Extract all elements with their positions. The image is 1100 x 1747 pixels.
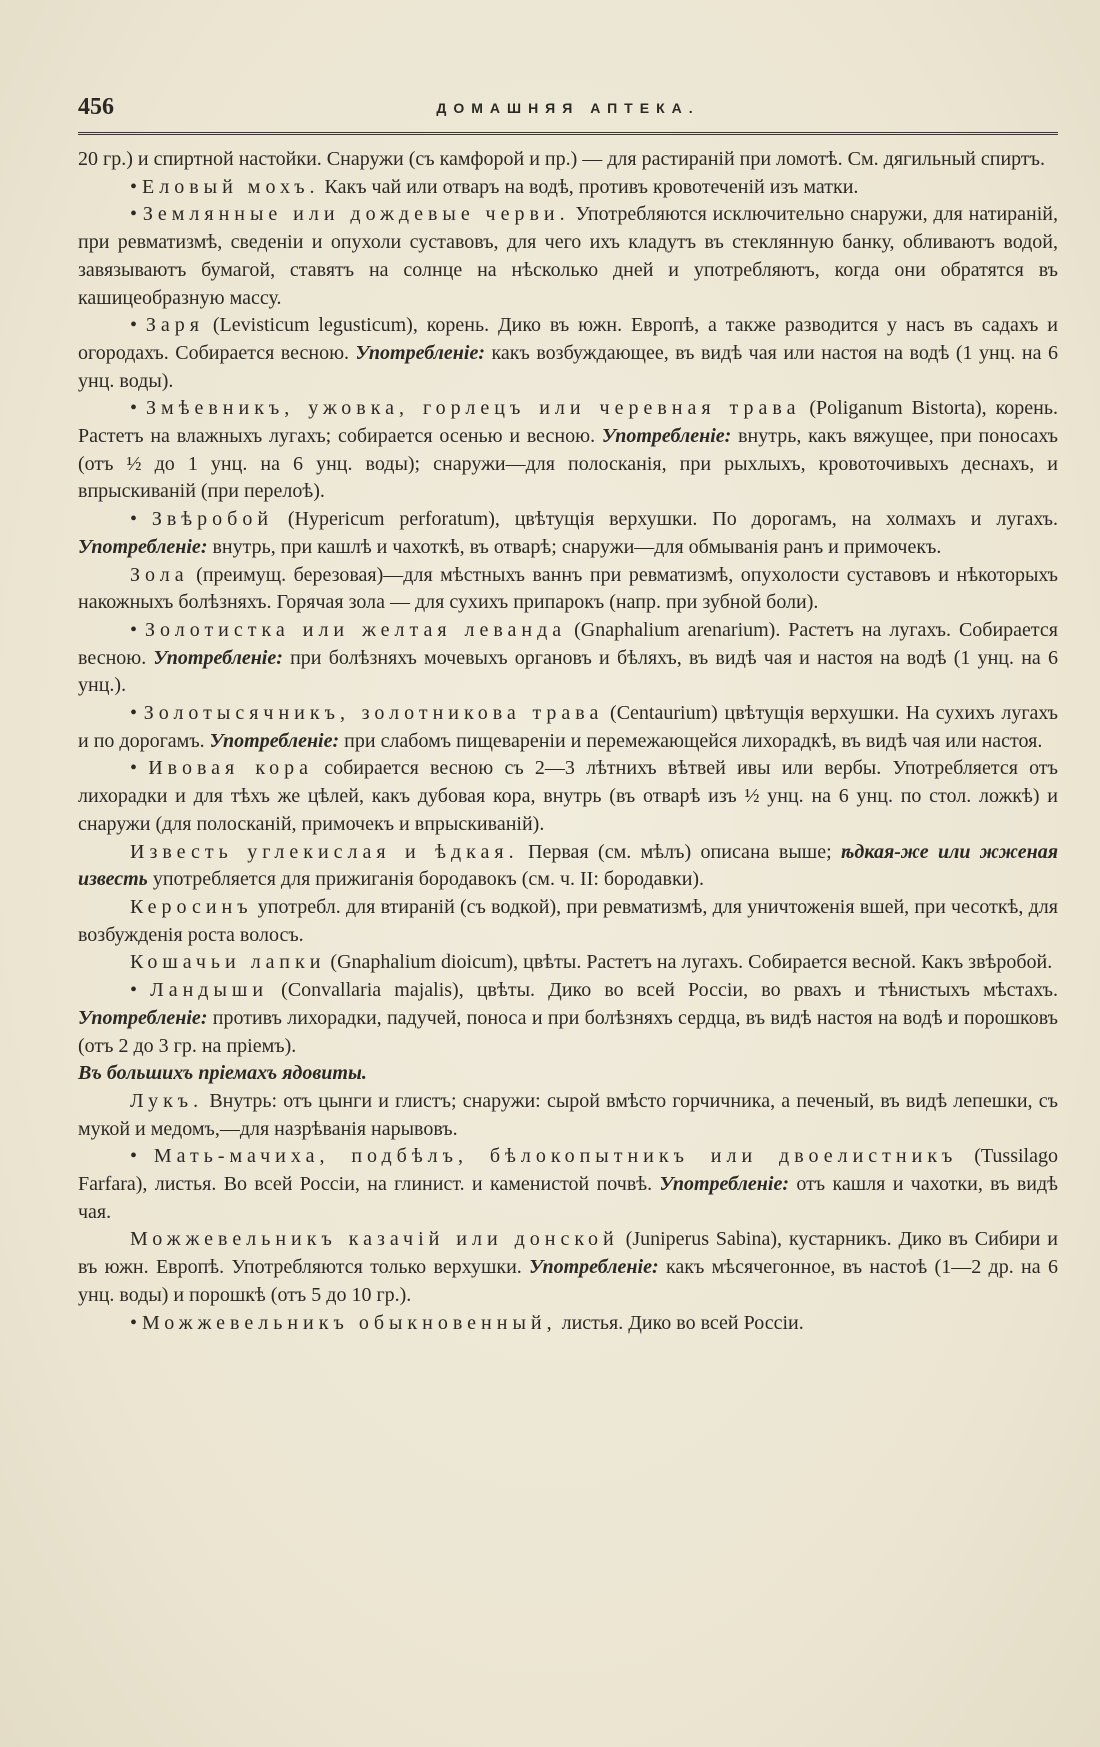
entry-term: Ивовая кора bbox=[148, 757, 314, 780]
entry-term: Лукъ. bbox=[130, 1089, 204, 1112]
entry-zarya: • Заря (Levisticum legusticum), корень. Дико въ южн. Европѣ, а также разводится у насъ въ садахъ и огородахъ. Собирается весною. Употребленіе: какъ возбуждающее, въ видѣ чая или настоя на водѣ (1 унц. на 6 унц. воды). bbox=[78, 312, 1058, 395]
entry-term: Звѣробой bbox=[151, 508, 274, 531]
entry-term: Известь углекислая и ѣдкая. bbox=[130, 840, 519, 863]
entry-zola: Зола (преимущ. березовая)—для мѣстныхъ ваннъ при ревматизмѣ, опухолости суставовъ и нѣкоторыхъ накожныхъ болѣзняхъ. Горячая зола — для сухихъ припарокъ (напр. при зубной боли). bbox=[78, 563, 1058, 614]
warning-line bbox=[78, 1060, 1058, 1088]
usage-label: Употребленіе: bbox=[521, 1256, 659, 1279]
usage-label: Употребленіе: bbox=[595, 425, 732, 448]
entry-term: Ландыши bbox=[150, 979, 269, 1002]
usage-label: Употребленіе: bbox=[146, 646, 283, 669]
body-text bbox=[78, 146, 1058, 1337]
entry-term: Заря bbox=[145, 314, 204, 337]
entry-mat-machikha: • Мать-мачиха, подбѣлъ, бѣлокопытникъ или двоелистникъ (Tussilago Farfara), листья. Во всей Россіи, на глинист. и каменистой почвѣ. Употребленіе: отъ кашля и чахотки, въ видѣ чая. bbox=[78, 1143, 1058, 1226]
entry-ivovaya-kora: • Ивовая кора собирается весною съ 2—3 лѣтнихъ вѣтвей ивы или вербы. Употребляется отъ лихорадки и для тѣхъ же цѣлей, какъ дубовая кора, внутрь (въ отварѣ изъ ½ унц. на 6 унц. по стол. ложкѣ) и снаружи (для полосканій, примочекъ и впрыскиваній). bbox=[78, 755, 1058, 838]
entry-koshachi-lapki: Кошачьи лапки (Gnaphalium dioicum), цвѣты. Растетъ на лугахъ. Собирается весной. Какъ звѣробой. bbox=[130, 951, 1053, 974]
entry-zveroboi: • Звѣробой (Hypericum perforatum), цвѣтущія верхушки. По дорогамъ, на холмахъ и лугахъ. Употребленіе: внутрь, при кашлѣ и чахоткѣ, въ отварѣ; снаружи—для обмыванія ранъ и примочекъ. bbox=[78, 506, 1058, 561]
entry-elovy-mokh: • Еловый мохъ. Какъ чай или отваръ на водѣ, противъ кровотеченій изъ матки. bbox=[78, 174, 1058, 202]
warning-text: Въ большихъ пріемахъ ядовиты. bbox=[78, 1062, 367, 1085]
entry-term: Золотысячникъ, золотникова трава bbox=[143, 702, 604, 725]
page-header bbox=[78, 92, 1058, 135]
entry-term: Можжевельникъ обыкновенный, bbox=[142, 1311, 557, 1334]
entry-mozhzhevelnik-obyknovenny: • Можжевельникъ обыкновенный, листья. Дико во всей Россіи. bbox=[78, 1310, 1058, 1338]
entry-mozhzhevelnik-kazachiy: Можжевельникъ казачій или донской (Juniperus Sabina), кустарникъ. Дико въ Сибири и въ южн. Европѣ. Употребляются только верхушки. Употребленіе: какъ мѣсячегонное, въ настоѣ (1—2 др. на 6 унц. воды) и порошкѣ (отъ 5 до 10 гр.). bbox=[78, 1228, 1058, 1306]
running-head: ДОМАШНЯЯ АПТЕКА. bbox=[436, 100, 700, 116]
entry-term: Золотистка или желтая леванда bbox=[144, 618, 567, 641]
entry-term: Мать-мачиха, подбѣлъ, бѣлокопытникъ или двоелистникъ bbox=[153, 1145, 958, 1168]
entry-term: Керосинъ bbox=[130, 895, 253, 918]
entry-term: Змѣевникъ, ужовка, горлецъ или черевная трава bbox=[145, 397, 801, 420]
entry-chervi: • Землянные или дождевые черви. Употребляются исключительно снаружи, для натираній, при ревматизмѣ, сведеніи и опухоли суставовъ, для чего ихъ кладутъ въ стеклянную банку, обливаютъ водой, завязываютъ бумагой, ставятъ на солнце на нѣсколько дней и употребляютъ, когда они обратятся въ кашицеобразную массу. bbox=[78, 201, 1058, 312]
page-number: 456 bbox=[78, 94, 114, 120]
entry-term: Еловый мохъ. bbox=[142, 175, 320, 198]
usage-label: Употребленіе: bbox=[652, 1173, 789, 1196]
entry-kerosin: Керосинъ употребл. для втираній (съ водкой), при ревматизмѣ, для уничтоженія вшей, при чесоткѣ, для возбужденія роста волосъ. bbox=[78, 895, 1058, 946]
entry-term: Землянные или дождевые черви. bbox=[142, 203, 570, 226]
entry-term: Зола bbox=[130, 563, 189, 586]
entry-zolotistka: • Золотистка или желтая леванда (Gnaphalium arenarium). Растетъ на лугахъ. Собирается весною. Употребленіе: при болѣзняхъ мочевыхъ органовъ и бѣляхъ, въ видѣ чая и настоя на водѣ (1 унц. на 6 унц.). bbox=[78, 617, 1058, 700]
usage-label: Употребленіе: bbox=[349, 341, 486, 364]
entry-izvest: Известь углекислая и ѣдкая. Первая (см. мѣлъ) описана выше; ѣдкая-же или жженая известь употребляется для прижиганія бородавокъ (см. ч. II: бородавки). bbox=[78, 840, 1058, 891]
usage-label: Употребленіе: bbox=[78, 535, 208, 558]
entry-landyshi: • Ландыши (Convallaria majalis), цвѣты. Дико во всей Россіи, во рвахъ и тѣнистыхъ мѣстахъ. Употребленіе: противъ лихорадки, падучей, поноса и при болѣзняхъ сердца, въ видѣ настоя на водѣ и порошковъ (отъ 2 до 3 гр. на пріемъ). bbox=[78, 977, 1058, 1060]
entry-zolotysyachnik: • Золотысячникъ, золотникова трава (Centaurium) цвѣтущія верхушки. На сухихъ лугахъ и по дорогамъ. Употребленіе: при слабомъ пищевареніи и перемежающейся лихорадкѣ, въ видѣ чая или настоя. bbox=[78, 700, 1058, 755]
entry-luk: Лукъ. Внутрь: отъ цынги и глистъ; снаружи: сырой вмѣсто горчичника, а печеный, въ видѣ лепешки, съ мукой и медомъ,—для назрѣванія нарывовъ. bbox=[78, 1089, 1058, 1140]
usage-label: ѣдкая-же или жженая известь bbox=[78, 840, 1058, 891]
entry-zmeevnik: • Змѣевникъ, ужовка, горлецъ или черевная трава (Poliganum Bistorta), корень. Растетъ на влажныхъ лугахъ; собирается осенью и весною. Употребленіе: внутрь, какъ вяжущее, при поносахъ (отъ ½ до 1 унц. на 6 унц. воды); снаружи—для полосканія, при рыхлыхъ, кровоточивыхъ деснахъ, и впрыскиваній (при перелоѣ). bbox=[78, 395, 1058, 506]
usage-label: Употребленіе: bbox=[204, 729, 340, 752]
usage-label: Употребленіе: bbox=[78, 1006, 208, 1029]
entry-term: Кошачьи лапки bbox=[130, 951, 326, 974]
entry-term: Можжевельникъ казачій или донской bbox=[130, 1228, 619, 1251]
entry-continuation: 20 гр.) и спиртной настойки. Снаружи (съ камфорой и пр.) — для растираній при ломотѣ. См. дягильный спиртъ. bbox=[78, 148, 1045, 170]
